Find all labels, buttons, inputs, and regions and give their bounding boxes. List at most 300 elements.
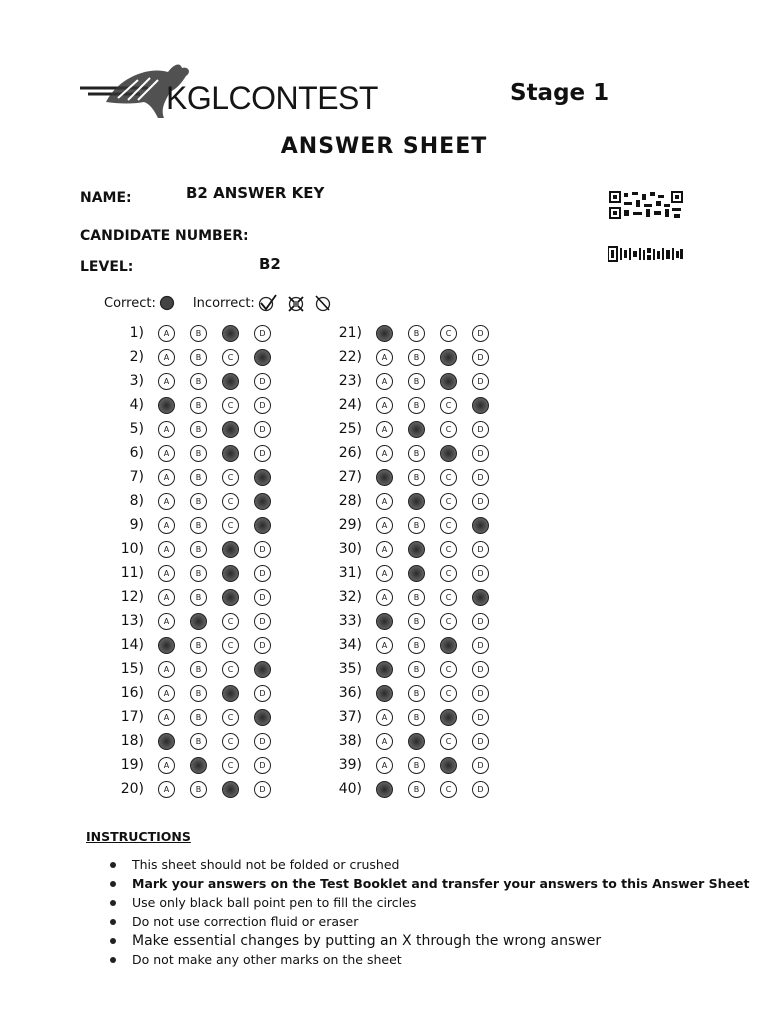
question-number: 33) (338, 613, 362, 629)
instruction-item: Make essential changes by putting an X through the wrong answer (110, 931, 750, 950)
bubble-letter (228, 545, 234, 554)
answer-bubble-d[interactable] (472, 637, 489, 654)
question-number: 11) (120, 565, 144, 581)
answer-bubble-c[interactable] (222, 661, 239, 678)
answer-bubble-c[interactable] (222, 709, 239, 726)
answer-bubble-d[interactable] (472, 661, 489, 678)
bubble-letter (382, 785, 387, 794)
bubble-letter: D (259, 592, 266, 602)
bubble-letter (446, 761, 452, 770)
bubble-letter: C (445, 424, 452, 434)
answer-bubble-c[interactable] (222, 349, 239, 366)
answer-bubble-c[interactable] (440, 349, 457, 366)
bubble-letter (228, 329, 234, 338)
question-number: 36) (338, 685, 362, 701)
bubble-letter: D (259, 448, 266, 458)
answer-bubble-d[interactable] (254, 325, 271, 342)
question-number: 13) (120, 613, 144, 629)
answer-bubble-d[interactable] (472, 541, 489, 558)
answer-bubble-d[interactable] (472, 517, 489, 534)
answer-bubble-c[interactable] (440, 757, 457, 774)
answer-row (318, 346, 504, 368)
answer-bubble-d[interactable] (472, 349, 489, 366)
bubble-letter (259, 521, 265, 530)
answer-bubble-d[interactable] (254, 757, 271, 774)
answer-bubble-c[interactable] (222, 541, 239, 558)
candidate-number-label: CANDIDATE NUMBER: (80, 228, 249, 244)
question-number: 17) (120, 709, 144, 725)
answer-bubble-b[interactable] (408, 421, 425, 438)
name-label: NAME: (80, 190, 132, 206)
bubble-letter: D (477, 568, 484, 578)
answer-bubble-b[interactable] (190, 637, 207, 654)
bubble-letter (382, 689, 387, 698)
bullet-icon (110, 957, 116, 963)
answer-bubble-a[interactable] (376, 373, 393, 390)
answer-bubble-a[interactable] (158, 541, 175, 558)
answer-bubble-d[interactable] (472, 709, 489, 726)
answer-bubble-a[interactable] (376, 709, 393, 726)
answer-bubble-a[interactable] (376, 469, 393, 486)
answer-bubble-d[interactable] (472, 589, 489, 606)
answer-bubble-a[interactable] (158, 349, 175, 366)
question-number: 23) (338, 373, 362, 389)
barcode-icon (608, 246, 684, 262)
answer-bubble-c[interactable] (440, 661, 457, 678)
bubble-letter: A (381, 592, 388, 602)
answer-bubble-b[interactable] (190, 565, 207, 582)
bubble-letter: A (381, 448, 388, 458)
answer-bubble-b[interactable] (190, 349, 207, 366)
answer-bubble-a[interactable] (376, 589, 393, 606)
bubble-letter: D (259, 568, 266, 578)
instruction-item: Use only black ball point pen to fill the circles (110, 893, 750, 912)
bubble-letter (414, 737, 420, 746)
answer-bubble-a[interactable] (376, 661, 393, 678)
bullet-icon (110, 881, 116, 887)
answer-bubble-a[interactable] (158, 325, 175, 342)
answer-bubble-d[interactable] (254, 613, 271, 630)
bubble-letter: C (445, 496, 452, 506)
bubble-letter: A (163, 496, 170, 506)
bubble-letter: B (195, 376, 202, 386)
bubble-letter (414, 545, 420, 554)
answer-bubble-c[interactable] (222, 469, 239, 486)
answer-bubble-b[interactable] (190, 541, 207, 558)
answer-bubble-c[interactable] (440, 709, 457, 726)
bubble-letter (164, 401, 169, 410)
answer-bubble-a[interactable] (158, 685, 175, 702)
bubble-letter: B (195, 664, 202, 674)
bubble-letter: A (163, 592, 170, 602)
answer-row (318, 514, 504, 536)
bubble-letter: D (259, 400, 266, 410)
answer-bubble-d[interactable] (254, 661, 271, 678)
answer-row (318, 754, 504, 776)
answer-bubble-a[interactable] (376, 517, 393, 534)
answer-bubble-b[interactable] (408, 541, 425, 558)
answer-bubble-a[interactable] (376, 781, 393, 798)
answer-bubble-d[interactable] (472, 469, 489, 486)
bubble-letter: A (163, 328, 170, 338)
bubble-letter: B (195, 592, 202, 602)
bubble-letter: A (381, 352, 388, 362)
question-number: 12) (120, 589, 144, 605)
slashed-circle-icon (314, 294, 332, 312)
answer-bubble-b[interactable] (408, 493, 425, 510)
bubble-letter: B (413, 592, 420, 602)
bubble-letter: C (227, 472, 234, 482)
answer-bubble-b[interactable] (408, 325, 425, 342)
answer-row (100, 514, 286, 536)
answer-bubble-c[interactable] (440, 637, 457, 654)
answer-bubble-d[interactable] (254, 493, 271, 510)
answer-bubble-c[interactable] (440, 445, 457, 462)
bubble-letter: D (259, 376, 266, 386)
answer-bubble-a[interactable] (376, 421, 393, 438)
answer-bubble-c[interactable] (440, 733, 457, 750)
checkmark-circle-icon (258, 294, 278, 312)
question-number: 19) (120, 757, 144, 773)
answer-bubble-a[interactable] (376, 493, 393, 510)
answer-bubble-c[interactable] (222, 613, 239, 630)
answer-bubble-b[interactable] (190, 613, 207, 630)
bubble-letter: B (413, 448, 420, 458)
incorrect-label: Incorrect: (192, 295, 255, 311)
question-number: 1) (129, 325, 144, 341)
bubble-letter: C (227, 640, 234, 650)
answer-bubble-a[interactable] (158, 781, 175, 798)
bubble-letter (414, 425, 420, 434)
bubble-letter: D (259, 736, 266, 746)
answer-bubble-a[interactable] (158, 733, 175, 750)
answer-bubble-b[interactable] (408, 685, 425, 702)
answer-bubble-d[interactable] (254, 421, 271, 438)
answer-bubble-b[interactable] (190, 493, 207, 510)
answer-bubble-c[interactable] (222, 445, 239, 462)
answer-bubble-a[interactable] (158, 613, 175, 630)
bullet-icon (110, 938, 116, 944)
bubble-letter: A (163, 760, 170, 770)
answer-bubble-d[interactable] (254, 445, 271, 462)
bubble-letter: B (195, 520, 202, 530)
answer-row (100, 778, 286, 800)
answer-bubble-b[interactable] (408, 733, 425, 750)
answer-bubble-b[interactable] (190, 757, 207, 774)
bubble-letter: A (163, 712, 170, 722)
answer-bubble-d[interactable] (254, 541, 271, 558)
bubble-letter (196, 617, 202, 626)
answer-bubble-d[interactable] (254, 397, 271, 414)
question-number: 18) (120, 733, 144, 749)
answer-bubble-c[interactable] (440, 613, 457, 630)
bubble-letter: C (445, 664, 452, 674)
answer-bubble-c[interactable] (222, 757, 239, 774)
answer-row (100, 682, 286, 704)
question-number: 32) (338, 589, 362, 605)
bubble-letter: A (381, 376, 388, 386)
answer-bubble-c[interactable] (222, 637, 239, 654)
answer-bubble-c[interactable] (440, 781, 457, 798)
answer-bubble-d[interactable] (472, 325, 489, 342)
answer-row (100, 490, 286, 512)
bubble-letter (228, 593, 234, 602)
answer-bubble-a[interactable] (376, 733, 393, 750)
answer-bubble-b[interactable] (408, 709, 425, 726)
question-number: 20) (120, 781, 144, 797)
bubble-letter: D (477, 760, 484, 770)
answer-bubble-b[interactable] (190, 589, 207, 606)
answer-bubble-d[interactable] (472, 397, 489, 414)
bubble-letter: B (195, 352, 202, 362)
answer-bubble-b[interactable] (408, 637, 425, 654)
answer-bubble-a[interactable] (158, 469, 175, 486)
answer-bubble-b[interactable] (408, 613, 425, 630)
answer-bubble-c[interactable] (440, 517, 457, 534)
answer-bubble-a[interactable] (158, 637, 175, 654)
bubble-letter: A (163, 544, 170, 554)
marking-legend (104, 294, 332, 312)
bubble-letter: A (163, 616, 170, 626)
answer-row (318, 562, 504, 584)
answer-bubble-a[interactable] (158, 493, 175, 510)
bubble-letter: A (163, 664, 170, 674)
answer-bubble-b[interactable] (190, 325, 207, 342)
answer-bubble-a[interactable] (158, 589, 175, 606)
answer-bubble-b[interactable] (408, 469, 425, 486)
answer-bubble-b[interactable] (190, 709, 207, 726)
answer-bubble-a[interactable] (376, 613, 393, 630)
bubble-letter (259, 497, 265, 506)
correct-label: Correct: (104, 295, 156, 311)
answer-bubble-d[interactable] (472, 373, 489, 390)
instructions-list (110, 855, 750, 969)
question-number: 40) (338, 781, 362, 797)
answer-bubble-d[interactable] (254, 373, 271, 390)
answer-bubble-d[interactable] (472, 493, 489, 510)
answer-bubble-d[interactable] (254, 349, 271, 366)
answer-bubble-a[interactable] (158, 709, 175, 726)
bubble-letter: C (445, 328, 452, 338)
answer-bubble-d[interactable] (472, 781, 489, 798)
bubble-letter (164, 737, 169, 746)
answer-bubble-b[interactable] (190, 661, 207, 678)
bubble-letter: C (227, 664, 234, 674)
answer-row (318, 730, 504, 752)
bubble-letter: B (195, 448, 202, 458)
answer-bubble-c[interactable] (440, 565, 457, 582)
answer-bubble-b[interactable] (408, 517, 425, 534)
answer-bubble-c[interactable] (222, 517, 239, 534)
answer-bubble-d[interactable] (254, 589, 271, 606)
question-number: 26) (338, 445, 362, 461)
question-number: 7) (129, 469, 144, 485)
answer-bubble-d[interactable] (472, 685, 489, 702)
answer-bubble-c[interactable] (222, 493, 239, 510)
answer-bubble-d[interactable] (254, 517, 271, 534)
answer-bubble-a[interactable] (158, 565, 175, 582)
answer-row (318, 610, 504, 632)
instructions-heading: INSTRUCTIONS (86, 829, 191, 844)
bubble-letter: D (477, 640, 484, 650)
answer-bubble-a[interactable] (376, 565, 393, 582)
answer-row (100, 418, 286, 440)
answer-row (318, 682, 504, 704)
bubble-letter: C (227, 400, 234, 410)
answer-bubble-b[interactable] (190, 685, 207, 702)
bubble-letter (259, 353, 265, 362)
question-number: 30) (338, 541, 362, 557)
bubble-letter: A (163, 376, 170, 386)
answer-bubble-b[interactable] (408, 661, 425, 678)
answer-bubble-c[interactable] (222, 733, 239, 750)
answer-bubble-a[interactable] (158, 517, 175, 534)
answer-row (318, 490, 504, 512)
answer-bubble-a[interactable] (376, 541, 393, 558)
answer-bubble-b[interactable] (408, 397, 425, 414)
bubble-letter: A (163, 352, 170, 362)
answer-bubble-d[interactable] (254, 637, 271, 654)
answer-bubble-b[interactable] (408, 757, 425, 774)
answer-row (318, 586, 504, 608)
answer-bubble-b[interactable] (190, 517, 207, 534)
answer-bubble-c[interactable] (222, 685, 239, 702)
bubble-letter (414, 497, 420, 506)
answer-bubble-c[interactable] (222, 781, 239, 798)
bubble-letter: B (413, 784, 420, 794)
bubble-letter: C (227, 352, 234, 362)
answer-bubble-b[interactable] (190, 469, 207, 486)
answer-bubble-c[interactable] (440, 325, 457, 342)
answer-bubble-d[interactable] (472, 757, 489, 774)
answer-bubble-b[interactable] (408, 373, 425, 390)
answer-bubble-d[interactable] (472, 445, 489, 462)
bubble-letter: C (227, 496, 234, 506)
answer-bubble-c[interactable] (222, 565, 239, 582)
instruction-item: This sheet should not be folded or crushed (110, 855, 750, 874)
answer-bubble-a[interactable] (158, 661, 175, 678)
bubble-letter: A (381, 760, 388, 770)
bubble-letter: C (445, 472, 452, 482)
bubble-letter: B (195, 400, 202, 410)
answer-bubble-d[interactable] (472, 565, 489, 582)
bubble-letter: B (413, 640, 420, 650)
bubble-letter (477, 401, 483, 410)
bubble-letter: D (477, 544, 484, 554)
name-value: B2 ANSWER KEY (186, 184, 325, 202)
answer-bubble-a[interactable] (376, 757, 393, 774)
bubble-letter: A (163, 448, 170, 458)
answer-bubble-b[interactable] (408, 565, 425, 582)
answer-bubble-a[interactable] (376, 637, 393, 654)
answer-bubble-c[interactable] (440, 541, 457, 558)
answer-bubble-a[interactable] (158, 757, 175, 774)
bubble-letter: D (259, 616, 266, 626)
answer-bubble-d[interactable] (472, 421, 489, 438)
answer-row (318, 466, 504, 488)
answer-bubble-c[interactable] (440, 469, 457, 486)
answer-bubble-a[interactable] (158, 445, 175, 462)
bubble-letter: D (259, 424, 266, 434)
bubble-letter: A (163, 568, 170, 578)
bubble-letter (446, 377, 452, 386)
question-number: 5) (129, 421, 144, 437)
answer-bubble-a[interactable] (376, 325, 393, 342)
answer-row (318, 394, 504, 416)
answer-bubble-a[interactable] (158, 373, 175, 390)
answer-bubble-b[interactable] (190, 421, 207, 438)
answer-bubble-a[interactable] (158, 397, 175, 414)
bubble-letter: D (477, 496, 484, 506)
bubble-letter (228, 449, 234, 458)
answer-bubble-b[interactable] (190, 781, 207, 798)
answer-row (100, 754, 286, 776)
answer-row (100, 586, 286, 608)
bubble-letter: D (477, 688, 484, 698)
answer-bubble-a[interactable] (376, 685, 393, 702)
bubble-letter: B (195, 472, 202, 482)
answer-bubble-b[interactable] (190, 445, 207, 462)
answer-bubble-c[interactable] (222, 373, 239, 390)
bubble-letter: D (259, 640, 266, 650)
answer-bubble-b[interactable] (408, 589, 425, 606)
question-number: 2) (129, 349, 144, 365)
answer-bubble-d[interactable] (254, 709, 271, 726)
question-number: 14) (120, 637, 144, 653)
answer-bubble-d[interactable] (254, 781, 271, 798)
answer-bubble-b[interactable] (190, 397, 207, 414)
answer-bubble-a[interactable] (376, 349, 393, 366)
answer-bubble-c[interactable] (440, 397, 457, 414)
answer-bubble-b[interactable] (190, 733, 207, 750)
bubble-letter: B (413, 520, 420, 530)
answer-bubble-c[interactable] (222, 325, 239, 342)
brand-name: KGLCONTEST (166, 80, 378, 116)
answer-bubble-a[interactable] (376, 397, 393, 414)
answer-bubble-c[interactable] (440, 685, 457, 702)
answer-bubble-d[interactable] (254, 685, 271, 702)
answer-bubble-a[interactable] (158, 421, 175, 438)
answer-bubble-d[interactable] (254, 565, 271, 582)
answer-row (100, 658, 286, 680)
answer-bubble-b[interactable] (408, 781, 425, 798)
answer-bubble-d[interactable] (472, 613, 489, 630)
question-number: 24) (338, 397, 362, 413)
answer-bubble-a[interactable] (376, 445, 393, 462)
bubble-letter: C (227, 760, 234, 770)
answer-bubble-d[interactable] (254, 733, 271, 750)
answer-bubble-c[interactable] (440, 493, 457, 510)
answer-bubble-c[interactable] (440, 589, 457, 606)
answer-bubble-c[interactable] (440, 421, 457, 438)
bubble-letter: D (477, 424, 484, 434)
answer-bubble-d[interactable] (254, 469, 271, 486)
answer-bubble-b[interactable] (408, 349, 425, 366)
bubble-letter (164, 641, 169, 650)
bubble-letter: B (195, 424, 202, 434)
level-value: B2 (259, 255, 281, 273)
answer-bubble-c[interactable] (222, 589, 239, 606)
answer-bubble-d[interactable] (472, 733, 489, 750)
answer-bubble-c[interactable] (440, 373, 457, 390)
answer-bubble-b[interactable] (190, 373, 207, 390)
answer-bubble-c[interactable] (222, 421, 239, 438)
answer-bubble-c[interactable] (222, 397, 239, 414)
answer-row (318, 706, 504, 728)
bubble-letter: D (477, 616, 484, 626)
answer-bubble-b[interactable] (408, 445, 425, 462)
bubble-letter: A (163, 424, 170, 434)
